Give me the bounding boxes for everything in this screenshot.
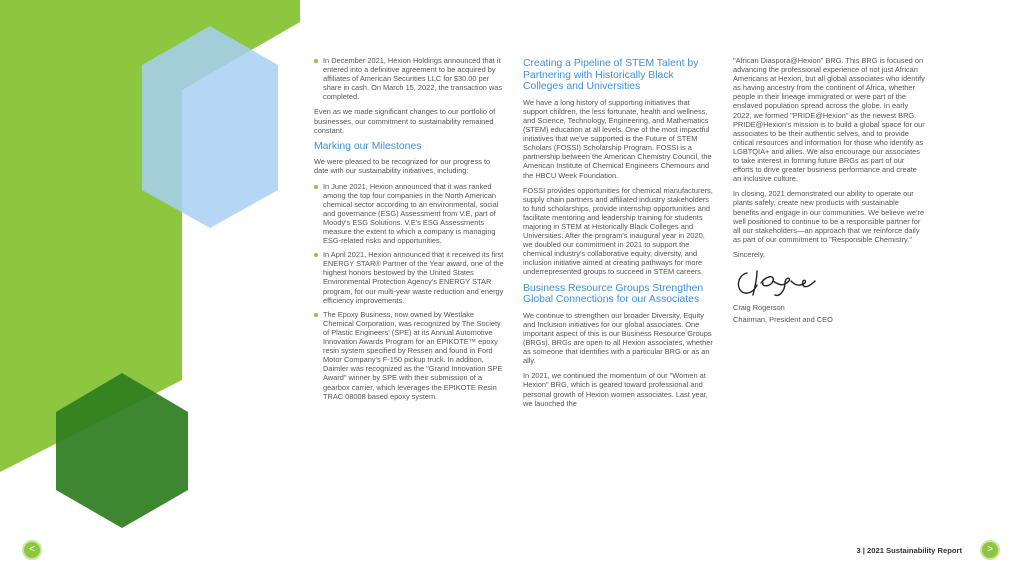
handwritten-signature xyxy=(733,265,823,299)
list-item: The Epoxy Business, now owned by Westlake Chemical Corporation, was recognized by The Society of Plastic Engineers' (SPE) at its Annual Automotive Innovation Awards Program for an EPIKOTE™ epoxy resin system specified by Ressen and found in Ford Motor Company's F-150 pickup truck. In addition, Daimler was recognized as the "Grand Innovation SPE Award" winner by SPE with their submission of a gearbox carrier, which leverages the EPIKOTE Resin TRAC 08008 based epoxy system. xyxy=(314,310,504,401)
paragraph: We were pleased to be recognized for our progress to date with our sustainability initiatives, including: xyxy=(314,157,491,176)
column-right xyxy=(733,56,925,330)
paragraph: In closing, 2021 demonstrated our ability to operate our plants safely, create new products with sustainable benefits and engage in our communities. We believe we're well positioned to continue to be a responsible partner for all our stakeholders—an approach that we reinforce daily as part of our commitment to "Responsible Chemistry." xyxy=(733,189,925,244)
bullet-list-top xyxy=(314,56,504,101)
paragraph: We continue to strengthen our broader Diversity, Equity and Inclusion initiatives for our global associates. One important aspect of this is our Business Resource Groups (BRGs). BRGs are open to all Hexion associates, whether as someone that identifies with a particular BRG or as an ally. xyxy=(523,310,713,366)
light-blue-hexagon xyxy=(142,26,278,228)
section-heading-brg: Business Resource Groups Strengthen Global Connections for our Associates xyxy=(523,282,704,306)
list-item: In April 2021, Hexion announced that it received its first ENERGY STAR® Partner of the Year award, one of the highest honors bestowed by the United States Environmental Protection Agency's ENERGY STAR program, for our multi-year waste reduction and energy efficiency improvements. xyxy=(314,250,504,305)
list-item: In December 2021, Hexion Holdings announced that it entered into a definitive agreement to be acquired by affiliates of American Securities LLC for $30.00 per share in cash. On March 15, 2022, the transaction was completed. xyxy=(314,56,504,101)
paragraph: "African Diaspora@Hexion" BRG. This BRG is focused on advancing the professional experience of not just African Americans at Hexion, but all global associates who identify as having ancestry from the continent of Africa, whether people in their lineage immigrated or were part of the enslaved population spread across the globe. In early 2022, we formed "PRIDE@Hexion" as the newest BRG. PRIDE@Hexion's mission is to build a global space for our associates to be their authentic selves, and to provide critical resources and information for those who identify as LGBTQIA+ and allies. We also encourage our associates to take interest in forming future BRGs as part of our efforts to drive greater business performance and create an inclusive culture. xyxy=(733,56,925,184)
paragraph: Even as we made significant changes to our portfolio of businesses, our commitment to sustainability remained constant. xyxy=(314,107,496,135)
section-heading-stem: Creating a Pipeline of STEM Talent by Partnering with Historically Black Colleges and Universities xyxy=(523,58,699,93)
section-heading-milestones: Marking our Milestones xyxy=(314,140,422,152)
column-left xyxy=(314,56,504,407)
chevron-left-icon: < xyxy=(29,544,35,555)
closing-salutation: Sincerely, xyxy=(733,249,765,259)
paragraph: In 2021, we continued the momentum of our "Women at Hexion" BRG, which is geared toward professional and personal growth of Hexion women associates. Last year, we launched the xyxy=(523,371,708,408)
paragraph: We have a long history of supporting initiatives that support children, the less fortunate, health and wellness, and Science, Technology, Engineering, and Mathematics (STEM) education at all levels. One of the most impactful initiatives that we've supported is the Future of STEM Scholars (FOSSI) Scholarship Program. FOSSI is a partnership between the American Chemistry Council, the American Institute of Chemical Engineers Chemours and the HBCU Week Foundation. xyxy=(523,97,712,180)
bullet-list-milestones xyxy=(314,182,504,401)
signer-title: Chairman, President and CEO xyxy=(733,315,833,325)
signer-name: Craig Rogerson xyxy=(733,302,785,312)
chevron-right-icon: > xyxy=(987,544,993,555)
column-middle xyxy=(523,56,713,414)
next-page-button[interactable] xyxy=(980,540,1000,560)
prev-page-button[interactable] xyxy=(22,540,42,560)
list-item: In June 2021, Hexion announced that it was ranked among the top four companies in the North American chemical sector according to an environmental, social and governance (ESG) Assessment from V.E, part of Moody's ESG Solutions. V.E's ESG Assessments measure the extent to which a company is managing ESG-related risks and opportunities. xyxy=(314,182,504,246)
page-footer-label: 3 | 2021 Sustainability Report xyxy=(856,546,962,555)
signature-image xyxy=(733,265,925,299)
paragraph: FOSSI provides opportunities for chemical manufacturers, supply chain partners and affiliated industry stakeholders to fund scholarships, provide internship opportunities and facilitate mentoring and leadership training for students majoring in STEM at Historically Black Colleges and Universities. After the program's inaugural year in 2020, we doubled our commitment in 2021 to support the chemical industry's collaborative equity, diversity, and inclusion initiative aimed at creating pathways for more underrepresented groups to succeed in STEM careers. xyxy=(523,185,713,277)
